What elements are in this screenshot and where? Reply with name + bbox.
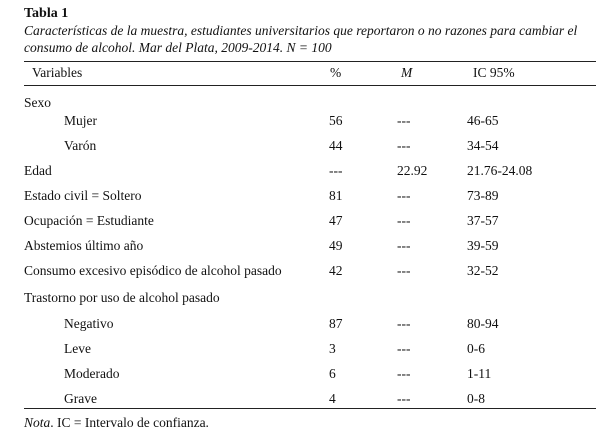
row-variable: Moderado <box>64 366 120 381</box>
table-row <box>0 212 602 230</box>
bottom-rule <box>24 408 596 409</box>
row-percent: 87 <box>329 316 343 331</box>
row-ci: 80-94 <box>467 316 499 331</box>
note-prefix: Nota <box>24 415 51 430</box>
header-ci: IC 95% <box>473 65 515 80</box>
row-percent: 47 <box>329 213 343 228</box>
row-variable: Leve <box>64 341 91 356</box>
table-label: Tabla 1 <box>24 6 69 21</box>
header-rule <box>24 85 596 86</box>
top-rule <box>24 61 596 62</box>
table-row <box>0 315 602 333</box>
row-mean: --- <box>397 263 411 278</box>
row-percent: 42 <box>329 263 343 278</box>
header-percent: % <box>330 65 342 80</box>
note-text: . IC = Intervalo de confianza. <box>50 415 209 430</box>
row-variable: Sexo <box>24 95 51 110</box>
header-variables: Variables <box>32 65 83 80</box>
table-row <box>0 365 602 383</box>
row-ci: 37-57 <box>467 213 499 228</box>
row-variable: Varón <box>64 138 97 153</box>
table-note <box>24 414 209 432</box>
row-percent: 49 <box>329 238 343 253</box>
row-mean: --- <box>397 391 411 406</box>
row-percent: 4 <box>329 391 336 406</box>
row-mean: --- <box>397 113 411 128</box>
header-row <box>0 64 602 82</box>
header-mean: M <box>401 65 413 80</box>
row-ci: 0-6 <box>467 341 485 356</box>
row-ci: 73-89 <box>467 188 499 203</box>
row-percent: 81 <box>329 188 343 203</box>
table-caption: Características de la muestra, estudiantes universitarios que reportaron o no razones para cambiar el consumo de alcohol. Mar del Plata, 2009-2014. N = 100 <box>24 23 578 55</box>
row-mean: --- <box>397 213 411 228</box>
row-variable: Trastorno por uso de alcohol pasado <box>24 290 220 305</box>
row-percent: --- <box>329 163 343 178</box>
row-percent: 44 <box>329 138 343 153</box>
row-mean: --- <box>397 188 411 203</box>
row-variable: Abstemios último año <box>24 238 144 253</box>
row-variable: Negativo <box>64 316 114 331</box>
row-variable: Estado civil = Soltero <box>24 188 142 203</box>
row-ci: 34-54 <box>467 138 499 153</box>
row-ci: 1-11 <box>467 366 492 381</box>
row-ci: 21.76-24.08 <box>467 163 533 178</box>
table-row <box>0 137 602 155</box>
row-mean: --- <box>397 238 411 253</box>
row-variable: Grave <box>64 391 97 406</box>
row-variable: Consumo excesivo episódico de alcohol pasado <box>24 263 282 278</box>
table-row <box>0 262 602 280</box>
row-mean: --- <box>397 341 411 356</box>
table-row <box>0 94 602 112</box>
row-variable: Mujer <box>64 113 97 128</box>
row-ci: 32-52 <box>467 263 499 278</box>
table-row <box>0 289 602 307</box>
table-row <box>0 162 602 180</box>
row-mean: --- <box>397 138 411 153</box>
table-row <box>0 390 602 408</box>
table-row <box>0 237 602 255</box>
table-row <box>0 112 602 130</box>
row-percent: 6 <box>329 366 336 381</box>
row-ci: 39-59 <box>467 238 499 253</box>
row-percent: 3 <box>329 341 336 356</box>
table-row <box>0 340 602 358</box>
row-variable: Edad <box>24 163 52 178</box>
row-percent: 56 <box>329 113 343 128</box>
row-mean: --- <box>397 366 411 381</box>
row-mean: 22.92 <box>397 163 428 178</box>
row-ci: 0-8 <box>467 391 485 406</box>
row-mean: --- <box>397 316 411 331</box>
table-row <box>0 187 602 205</box>
row-variable: Ocupación = Estudiante <box>24 213 154 228</box>
row-ci: 46-65 <box>467 113 499 128</box>
